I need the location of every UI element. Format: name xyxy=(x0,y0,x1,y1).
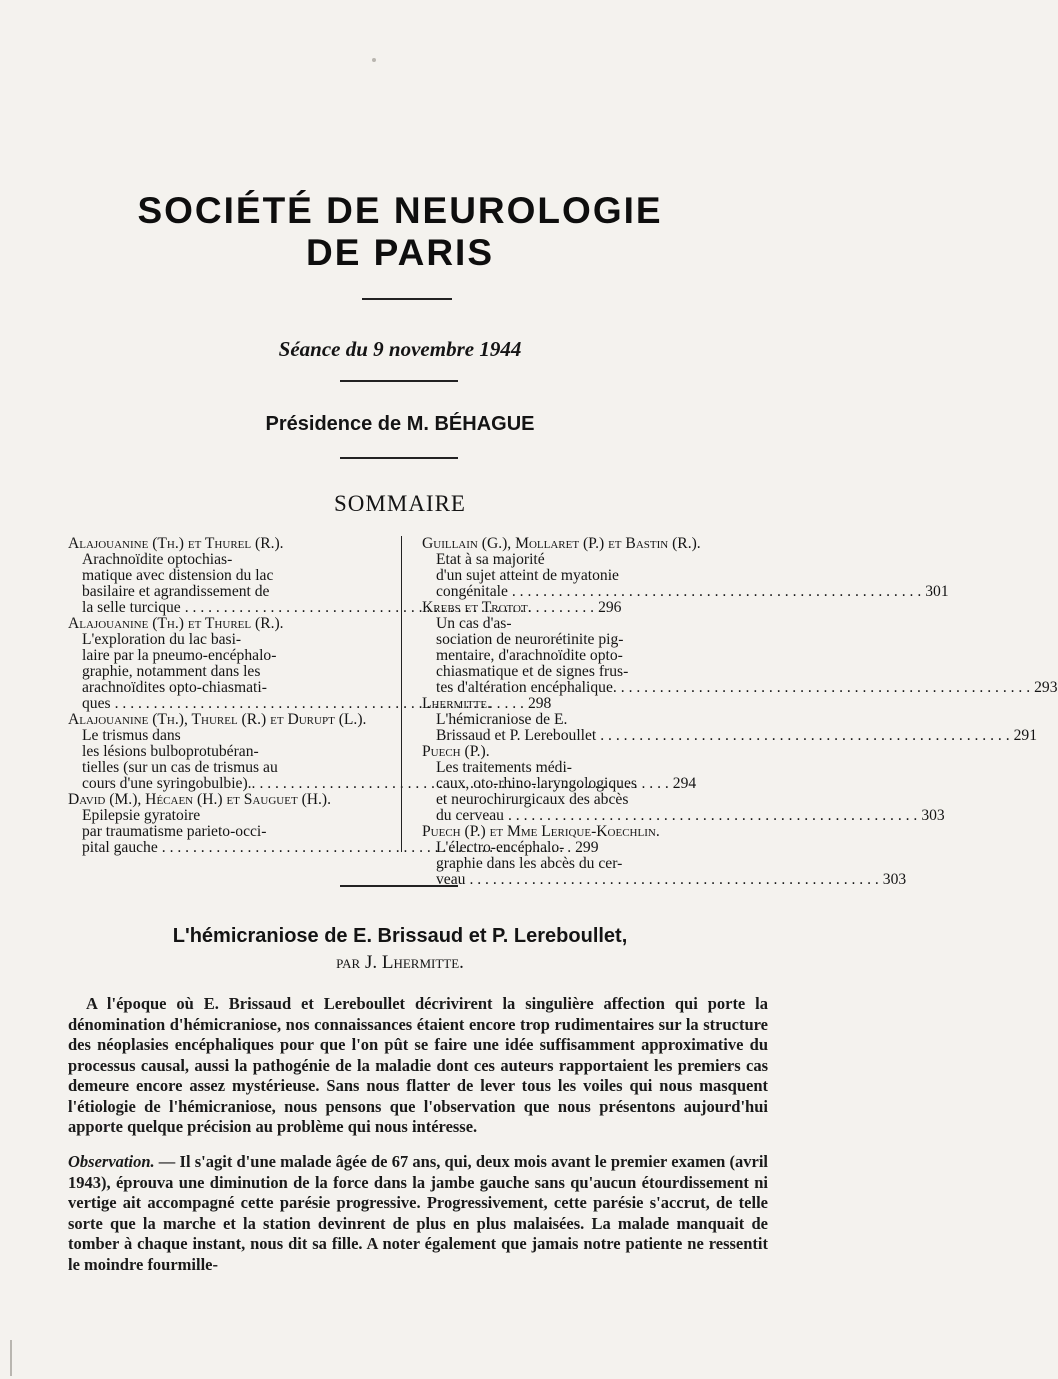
page-number: 296 xyxy=(598,599,622,616)
entry-author: Guillain (G.), Mollaret (P.) et Bastin (R.). xyxy=(422,535,701,552)
article-author xyxy=(0,952,800,974)
page-number: 291 xyxy=(1013,727,1037,744)
scan-edge-mark xyxy=(10,1340,12,1376)
page-number: 303 xyxy=(921,807,945,824)
entry-line: Epilepsie gyratoire xyxy=(82,807,201,824)
page-number: 303 xyxy=(882,871,907,888)
entry-line: la selle turcique xyxy=(82,599,181,616)
page-number: 299 xyxy=(575,839,599,856)
entry-line-with-page xyxy=(422,871,907,888)
entry-line: veau xyxy=(436,871,466,888)
society-title-line2: DE PARIS xyxy=(305,232,494,273)
entry-line: L'exploration du lac basi- xyxy=(82,631,242,648)
summary-entry xyxy=(422,695,1037,744)
entry-line: et neurochirurgicaux des abcès xyxy=(436,791,629,808)
entry-author: Alajouanine (Th.), Thurel (R.) et Durupt (L.). xyxy=(68,711,367,728)
entry-line: sociation de neurorétinite pig- xyxy=(436,631,624,648)
entry-line: L'électro-encéphalo- xyxy=(436,839,565,856)
presidency: Présidence de M. BÉHAGUE xyxy=(265,413,535,435)
rule-divider xyxy=(340,885,458,887)
entry-author: Alajouanine (Th.) et Thurel (R.). xyxy=(68,615,284,632)
entry-author: Puech (P.). xyxy=(422,743,490,760)
entry-author: Alajouanine (Th.) et Thurel (R.). xyxy=(68,535,284,552)
summary-entry xyxy=(422,823,907,888)
article-author-name: par J. Lhermitte. xyxy=(336,952,464,973)
entry-line: matique avec distension du lac xyxy=(82,567,274,584)
entry-line: cours d'une syringobulbie).. xyxy=(82,775,256,792)
entry-line-with-page xyxy=(422,679,1058,696)
article-title: L'hémicraniose de E. Brissaud et P. Lereboullet, xyxy=(172,925,628,947)
entry-line: Le trismus dans xyxy=(82,727,181,744)
entry-line: les lésions bulboprotubéran- xyxy=(82,743,259,760)
observation-text: Il s'agit d'une malade âgée de 67 ans, qui, deux mois avant le premier examen (avril 1943), éprouva une diminution de la force dans la jambe gauche sans qu'aucun étourdissement ni vertige ait accompagné cette parésie progressive. Progressivement, cette parésie s'accrut, de telle sorte que la marche et la station devinrent de plus en plus malaisées. La malade manquait de tomber à chaque instant, nous dit sa fille. A noter également que jamais notre patiente ne ressentit le moindre fourmille- xyxy=(68,1152,768,1274)
entry-line: graphie, notamment dans les xyxy=(82,663,261,680)
entry-author: Puech (P.) et Mme Lerique-Koechlin. xyxy=(422,823,660,840)
entry-line: mentaire, d'arachnoïdite opto- xyxy=(436,647,623,664)
entry-line-with-page xyxy=(422,583,949,600)
entry-line: ques xyxy=(82,695,111,712)
entry-line: du cerveau xyxy=(436,807,504,824)
summary-entry xyxy=(422,743,945,824)
page-number: 293 xyxy=(1034,679,1058,696)
article-paragraph-observation xyxy=(68,1152,768,1275)
entry-line: pital gauche xyxy=(82,839,158,856)
entry-line: L'hémicraniose de E. xyxy=(436,711,568,728)
entry-line: Brissaud et P. Lereboullet xyxy=(436,727,597,744)
entry-author: Lhermitte. xyxy=(422,695,492,712)
entry-line: Etat à sa majorité xyxy=(436,551,545,568)
entry-line: par traumatisme parieto-occi- xyxy=(82,823,267,840)
entry-line: arachnoïdites opto-chiasmati- xyxy=(82,679,267,696)
observation-lead: Observation. — xyxy=(68,1152,176,1171)
entry-line: chiasmatique et de signes frus- xyxy=(436,663,629,680)
entry-line: graphie dans les abcès du cer- xyxy=(436,855,623,872)
entry-line: tes d'altération encéphalique. xyxy=(436,679,617,696)
rule-divider xyxy=(340,457,458,459)
summary-heading: SOMMAIRE xyxy=(334,491,466,516)
summary-right-column xyxy=(422,535,1058,888)
entry-line: caux, oto-rhino-laryngologiques xyxy=(436,775,637,792)
summary-entry xyxy=(422,599,1058,696)
entry-line: Un cas d'as- xyxy=(436,615,512,632)
article-paragraph: A l'époque où E. Brissaud et Lereboullet décrivirent la singulière affection qui porte la dénomination d'hémicraniose, nos connaissances étaient encore trop rudimentaires sur la structure des néoplasies encéphaliques pour que l'on pût se faire une idée suffisamment approximative du processus causal, aussi la pathogénie de la maladie dont ces auteurs rapportaient les premiers cas demeure encore assez mystérieuse. Sans nous flatter de lever tous les voiles qui nous masquent l'étiologie de l'hémicraniose, nous pensons que l'observation que nous présentons aujourd'hui apporte quelque précision au problème qui nous intéresse. xyxy=(68,994,768,1136)
page-number: 301 xyxy=(925,583,949,600)
summary-entry xyxy=(422,535,949,600)
society-title-line1: SOCIÉTÉ DE NEUROLOGIE xyxy=(137,190,663,231)
entry-line: tielles (sur un cas de trismus au xyxy=(82,759,278,776)
entry-line-with-page xyxy=(422,807,945,824)
entry-author: David (M.), Hécaen (H.) et Sauguet (H.). xyxy=(68,791,332,808)
session-date: Séance du 9 novembre 1944 xyxy=(278,337,522,361)
entry-line: Les traitements médi- xyxy=(436,759,572,776)
page-number: 294 xyxy=(672,775,697,792)
entry-line: basilaire et agrandissement de xyxy=(82,583,270,600)
entry-line: Arachnoïdite optochias- xyxy=(82,551,233,568)
print-speck xyxy=(372,58,376,62)
entry-line: d'un sujet atteint de myatonie xyxy=(436,567,619,584)
page-number: 298 xyxy=(527,695,552,712)
entry-author: Krebs et Trotot. xyxy=(422,599,532,616)
entry-line: laire par la pneumo-encéphalo- xyxy=(82,647,277,664)
column-divider xyxy=(401,536,402,852)
rule-divider xyxy=(340,380,458,382)
entry-line: congénitale xyxy=(436,583,508,600)
rule-divider xyxy=(362,298,452,300)
entry-line-with-page xyxy=(422,727,1037,744)
